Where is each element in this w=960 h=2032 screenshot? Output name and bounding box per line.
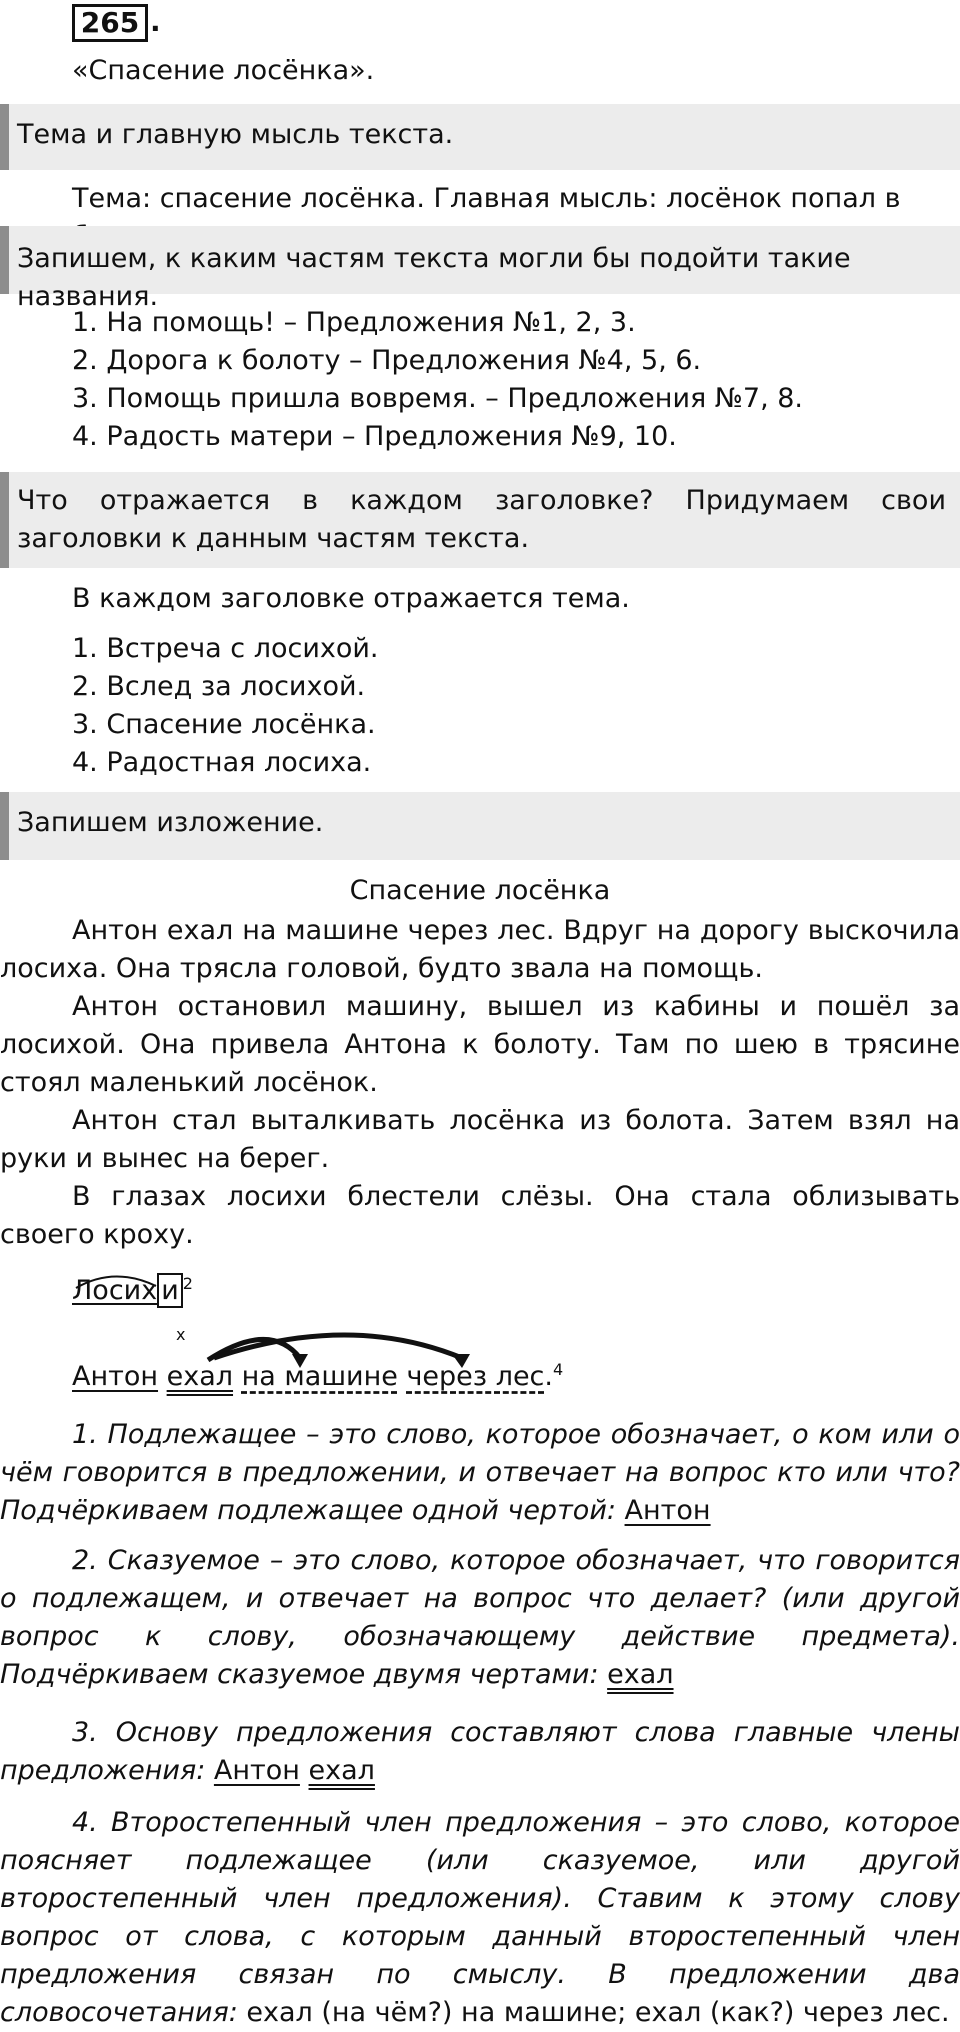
list-item: 3. Помощь пришла вовремя. – Предложения №7, 8. [72, 383, 804, 414]
rule-1 [0, 1416, 960, 1530]
essay-paragraph: В глазах лосихи блестели слёзы. Она стала облизывать своего кроху. [0, 1181, 960, 1250]
essay [0, 912, 960, 1254]
essay-title: Спасение лосёнка [349, 875, 611, 906]
question-bar-3 [0, 472, 960, 568]
root-arc [72, 1266, 222, 1290]
question-2: Запишем, к каким частям текста могли бы подойти такие названия. [17, 243, 851, 312]
question-1: Тема и главную мысль текста. [17, 119, 454, 150]
rule-1-example: Антон [624, 1495, 711, 1526]
sentence-parse [72, 1358, 563, 1396]
answer-3-intro: В каждом заголовке отражается тема. [72, 583, 630, 614]
sentence-parse-mark: 4 [553, 1360, 564, 1379]
question-bar-1 [0, 104, 960, 170]
list-item: 1. На помощь! – Предложения №1, 2, 3. [72, 307, 636, 338]
task-number-dot: . [150, 5, 161, 38]
list-item: 4. Радость матери – Предложения №9, 10. [72, 421, 677, 452]
rule-3-example-subject: Антон [213, 1755, 300, 1786]
subject-word: Антон [72, 1361, 159, 1392]
rule-3 [0, 1714, 960, 1790]
text-title-quote: «Спасение лосёнка». [72, 55, 375, 86]
rule-1-text: 1. Подлежащее – это слово, которое обозначает, о ком или о чём говорится в предложении, и отвечает на вопрос кто или что? Подчёркиваем подлежащее одной чертой: [0, 1419, 960, 1526]
rule-3-text: 3. Основу предложения составляют слова главные члены предложения: [0, 1717, 960, 1786]
task-number: 265 [72, 4, 148, 42]
list-item: 3. Спасение лосёнка. [72, 709, 376, 740]
adverbial-part-2: через лес [406, 1361, 545, 1392]
answer-1: Тема: спасение лосёнка. Главная мысль: лосёнок попал в [72, 183, 901, 214]
rule-2-text: 2. Сказуемое – это слово, которое обозначает, что говорится о подлежащем, и отвечает на вопрос что делает? (или другой вопрос к слову, обозначающему действие предмета). Подчёркиваем сказуемое двумя чертами: [0, 1545, 960, 1690]
essay-paragraph: Антон стал выталкивать лосёнка из болота. Затем взял на руки и вынес на берег. [0, 1105, 960, 1174]
rule-2-example: ехал [607, 1659, 674, 1690]
sentence-end: . [544, 1361, 553, 1392]
predicate-word: ехал [166, 1361, 234, 1392]
essay-paragraph: Антон остановил машину, вышел из кабины и пошёл за лосихой. Она привела Антона к болоту. Там по шею в трясине стоял маленький лосёнок. [0, 991, 960, 1098]
list-item: 2. Вслед за лосихой. [72, 671, 366, 702]
word-ending: и [157, 1273, 183, 1308]
rule-4-examples: ехал (на чём?) на машине; ехал (как?) через лес. [246, 1997, 950, 2028]
word-root: Лосих [72, 1275, 158, 1306]
rule-4 [0, 1804, 960, 2032]
rule-4-text: 4. Второстепенный член предложения – это слово, которое поясняет подлежащее (или сказуемое, или другой второстепенный член предложения). Ставим к этому слову вопрос от слова, с которым данный второстепенный член предложения связан по смыслу. В предложении два словосочетания: [0, 1807, 960, 2028]
question-bar-2 [0, 226, 960, 312]
rule-2 [0, 1542, 960, 1694]
question-4: Запишем изложение. [17, 807, 324, 838]
x-mark: х [176, 1325, 186, 1344]
list-item: 4. Радостная лосиха. [72, 747, 372, 778]
essay-paragraph: Антон ехал на машине через лес. Вдруг на дорогу выскочила лосиха. Она трясла головой, будто звала на помощь. [0, 915, 960, 984]
list-item: 2. Дорога к болоту – Предложения №4, 5, 6. [72, 345, 702, 376]
question-bar-4 [0, 792, 960, 860]
rule-3-example-predicate: ехал [308, 1755, 375, 1786]
word-parse-mark: 2 [182, 1274, 193, 1293]
adverbial-part-1: на машине [241, 1361, 398, 1392]
question-3: Что отражается в каждом заголовке? Придумаем свои заголовки к данным частям текста. [17, 485, 946, 554]
list-item: 1. Встреча с лосихой. [72, 633, 379, 664]
